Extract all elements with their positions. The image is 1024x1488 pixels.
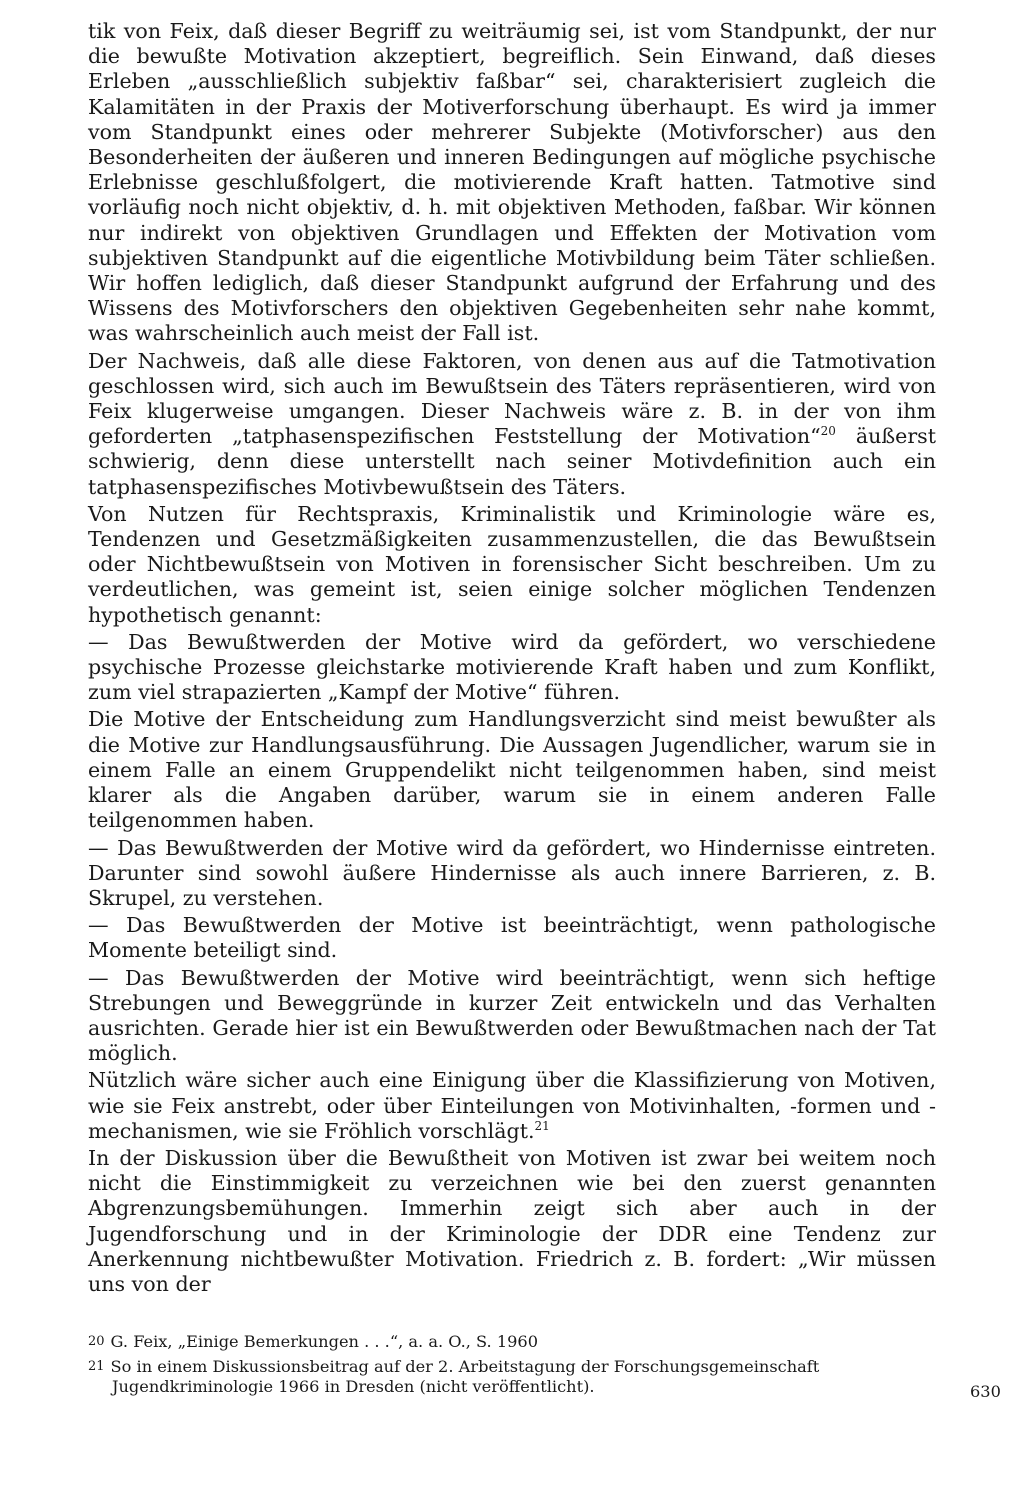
list-item-impulsive: — Das Bewußtwerden der Motive wird beeinträchtigt, wenn sich heftige Strebungen und Beweggründe in kurzer Zeit entwickeln und das Verhalten ausrichten. Gerade hier ist ein Bewußtwerden oder Bewußtmachen nach der Tat möglich. bbox=[88, 965, 936, 1066]
list-item-conflict: — Das Bewußtwerden der Motive wird da gefördert, wo verschiedene psychische Prozesse gleichstarke motivierende Kraft haben und zum Konflikt, zum viel strapazierten „Kampf der Motive“ führen. bbox=[88, 629, 936, 705]
footnote-number: 21 bbox=[88, 1358, 105, 1374]
page-body bbox=[88, 19, 936, 1299]
paragraph-4: Die Motive der Entscheidung zum Handlungsverzicht sind meist bewußter als die Motive zur Handlungsausführung. Die Aussagen Jugendlicher, warum sie in einem Falle an einem Gruppendelikt nicht teilgenommen haben, sind meist klarer als die Angaben darüber, warum sie in einem anderen Falle teilgenommen haben. bbox=[88, 707, 936, 833]
paragraph-5-text: Nützlich wäre sicher auch eine Einigung über die Klassifizierung von Motiven, wie sie Feix anstrebt, oder über Einteilungen von Motivinhalten, -formen und -mechanismen, wie sie Fröhlich vorschlägt. bbox=[88, 1068, 936, 1143]
footnote-text-continued: Jugendkriminologie 1966 in Dresden (nicht veröffentlicht). bbox=[112, 1377, 595, 1397]
footnote-number: 20 bbox=[88, 1334, 105, 1349]
footnote-ref-21[interactable]: 21 bbox=[534, 1118, 550, 1133]
paragraph-1: tik von Feix, daß dieser Begriff zu weiträumig sei, ist vom Standpunkt, der nur die bewußte Motivation akzeptiert, begreiflich. Sein Einwand, daß dieses Erleben „ausschließlich subjektiv faßbar“ sei, charakterisiert zugleich die Kalamitäten in der Praxis der Motiverforschung überhaupt. Es wird ja immer vom Standpunkt eines oder mehrerer Subjekte (Motivforscher) aus den Besonderheiten der äußeren und inneren Bedingungen auf mögliche psychische Erlebnisse geschlußfolgert, die motivierende Kraft hatten. Tatmotive sind vorläufig noch nicht objektiv, d. h. mit objektiven Methoden, faßbar. Wir können nur indirekt von objektiven Grundlagen und Effekten der Motivation vom subjektiven Standpunkt auf die eigentliche Motivbildung beim Täter schließen. Wir hoffen lediglich, daß dieser Standpunkt aufgrund der Erfahrung und des Wissens des Motivforschers den objektiven Gegebenheiten sehr nahe kommt, was wahrscheinlich auch meist der Fall ist. bbox=[88, 19, 936, 346]
footnote-ref-20[interactable]: 20 bbox=[820, 424, 836, 439]
page-number: 630 bbox=[970, 1382, 1001, 1401]
footnote-21 bbox=[88, 1357, 936, 1398]
paragraph-2 bbox=[88, 349, 936, 500]
footnotes bbox=[88, 1332, 936, 1402]
list-item-obstacles: — Das Bewußtwerden der Motive wird da gefördert, wo Hindernisse eintreten. Darunter sind sowohl äußere Hindernisse als auch innere Barrieren, z. B. Skrupel, zu verstehen. bbox=[88, 835, 936, 910]
footnote-text: G. Feix, „Einige Bemerkungen . . .“, a. a. O., S. 1960 bbox=[110, 1332, 539, 1351]
paragraph-3: Von Nutzen für Rechtspraxis, Kriminalistik und Kriminologie wäre es, Tendenzen und Gesetzmäßigkeiten zusammenzustellen, die das Bewußtsein oder Nichtbewußtsein von Motiven in forensischer Sicht beschreiben. Um zu verdeutlichen, was gemeint ist, seien einige solcher möglichen Tendenzen hypothetisch genannt: bbox=[88, 501, 936, 627]
paragraph-2-text: Der Nachweis, daß alle diese Faktoren, von denen aus auf die Tatmotivation geschlossen wird, sich auch im Bewußtsein des Täters repräsentieren, wird von Feix klugerweise umgangen. Dieser Nachweis wäre z. B. in der von ihm geforderten „tatphasenspezifischen Feststellung der Motivation“ bbox=[88, 348, 936, 449]
footnote-text: So in einem Diskussionsbeitrag auf der 2. Arbeitstagung der Forschungsgemeinschaft bbox=[110, 1356, 820, 1376]
footnote-20 bbox=[88, 1332, 936, 1353]
list-item-pathological: — Das Bewußtwerden der Motive ist beeinträchtigt, wenn pathologische Momente beteiligt sind. bbox=[88, 913, 936, 963]
paragraph-2-continued: äußerst schwierig, denn diese unterstellt nach seiner Motivdefinition auch ein tatphasenspezifisches Motivbewußtsein des Täters. bbox=[88, 424, 937, 499]
paragraph-6: In der Diskussion über die Bewußtheit von Motiven ist zwar bei weitem noch nicht die Einstimmigkeit zu verzeichnen wie bei den zuerst genannten Abgrenzungsbemühungen. Immerhin zeigt sich aber auch in der Jugendforschung und in der Kriminologie der DDR eine Tendenz zur Anerkennung nichtbewußter Motivation. Friedrich z. B. fordert: „Wir müssen uns von der bbox=[88, 1145, 936, 1296]
paragraph-5 bbox=[88, 1068, 936, 1144]
